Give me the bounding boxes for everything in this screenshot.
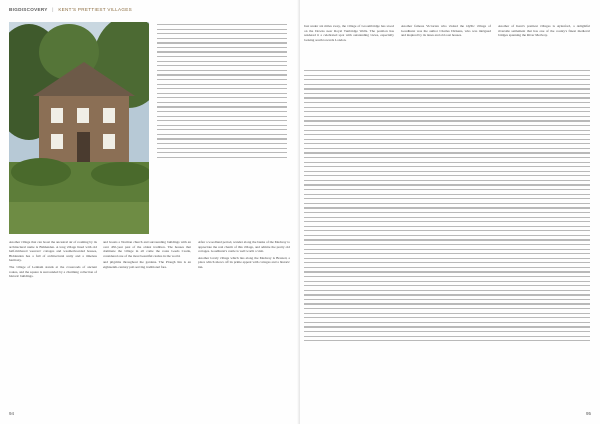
paragraph: Another of Kent's prettiest villages is Aylesford, a delightful riverside settlement that has one of the county's finest medieval bridges spanning the River Medway. — [498, 24, 590, 38]
left-column-c — [198, 240, 290, 410]
paragraph: and pilgrims throughout the gardens. The Plough Inn is an eighteenth-century pub serving traditional fare. — [103, 260, 191, 269]
left-column-b — [103, 240, 191, 410]
magazine-brand: BIGDISCOVERY — [9, 7, 48, 12]
paragraph: The village of Lenham stands at the crossroads of ancient routes, and the square is surrounded by a charming collection of historic buildings. — [9, 264, 97, 279]
paragraph: After a woodland period, wander along the banks of the Medway to appreciate the real charm of this village, and admire the pretty old cottages. Goudhurst's castle is well worth a visit. — [198, 240, 290, 254]
paragraph: Another lovely village which lies along the Medway is Brasted, a place which shows off its prime appeal with cottages and a historic inn. — [198, 255, 290, 269]
left-column-a — [9, 240, 97, 410]
right-page — [300, 0, 600, 424]
paragraph: Just under six miles away, the village of Groombridge has stood on the Downs near Royal Tunbridge Wells. The position has rendered it a celebrated spot with outstanding views, especially looking south towards London. — [304, 24, 394, 42]
article-title: KENT'S PRETTIEST VILLAGES — [58, 7, 132, 12]
village-house-illustration — [9, 22, 149, 234]
header-separator: | — [52, 7, 54, 12]
page-number-left: 94 — [9, 411, 15, 416]
page-number-right: 95 — [585, 411, 591, 416]
running-header — [9, 7, 132, 12]
paragraph: Another village that can boast the ancestral air of roaming by its architectural name is Biddenden. A long village lined with old half-timbered weavers' cottages and weatherboarded houses, Biddenden has a full of architectural unity and a timeless harmony. — [9, 240, 97, 263]
right-of-photo-text-block — [157, 24, 287, 174]
right-page-text-lines — [304, 70, 590, 410]
paragraph: and boasts a Norman church and surrounding buildings with an over 450-year past of the oldest tradition. The houses that dominate the village in all come the route Leeds Castle, considered one of the most beautiful castles in the world. — [103, 240, 191, 258]
paragraph: Another famous Victorian who visited the idyllic village of Goudhurst was the author Charles Dickens, who was intrigued and inspired by its lanes and old oast houses. — [401, 24, 491, 38]
village-photo — [9, 22, 149, 234]
